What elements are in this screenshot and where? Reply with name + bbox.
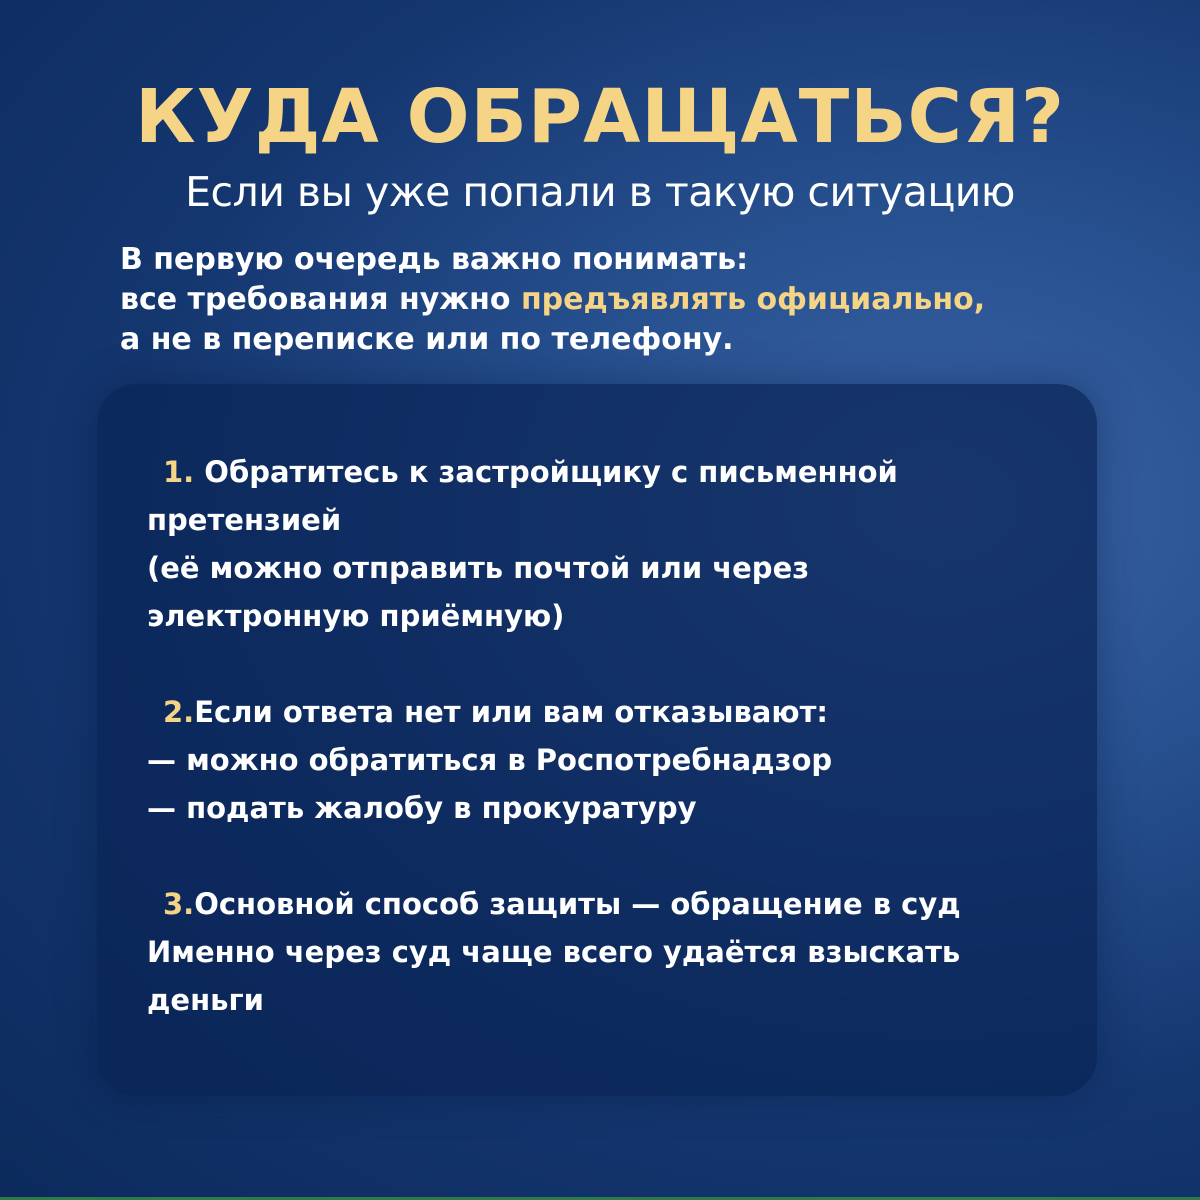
headline: КУДА ОБРАЩАТЬСЯ? xyxy=(135,74,1065,160)
step-1-line-2: претензией xyxy=(147,503,342,537)
intro-highlight: предъявлять официально, xyxy=(520,282,986,317)
step-1-text: Обратитесь к застройщику с письменной xyxy=(194,455,898,489)
step-2 xyxy=(147,688,1087,832)
intro-line-2 xyxy=(120,280,1120,320)
step-3-text: Основной способ защиты — обращение в суд xyxy=(194,887,961,921)
intro-line-1: В первую очередь важно понимать: xyxy=(120,242,749,277)
steps-card xyxy=(97,384,1097,1096)
step-2-line-1 xyxy=(147,688,1087,736)
subheadline: Если вы уже попали в такую ситуацию xyxy=(185,168,1015,216)
step-1-line-1 xyxy=(147,448,1087,496)
step-3 xyxy=(147,880,1087,1024)
step-3-number: 3. xyxy=(163,887,195,921)
step-3-line-2: Именно через суд чаще всего удаётся взыскать xyxy=(147,935,961,969)
step-1-line-4: электронную приёмную) xyxy=(147,599,565,633)
step-2-text: Если ответа нет или вам отказывают: xyxy=(194,695,828,729)
step-2-number: 2. xyxy=(163,695,195,729)
step-1-number: 1. xyxy=(163,455,195,489)
step-3-line-1 xyxy=(147,880,1087,928)
step-3-line-3: деньги xyxy=(147,983,264,1017)
step-2-line-3: — подать жалобу в прокуратуру xyxy=(147,791,697,825)
intro-line-2-text: все требования нужно xyxy=(120,282,521,317)
intro-text xyxy=(120,240,1120,360)
step-1 xyxy=(147,448,1087,640)
intro-line-3: а не в переписке или по телефону. xyxy=(120,322,734,357)
step-2-line-2: — можно обратиться в Роспотребнадзор xyxy=(147,743,833,777)
step-1-line-3: (её можно отправить почтой или через xyxy=(147,551,810,585)
